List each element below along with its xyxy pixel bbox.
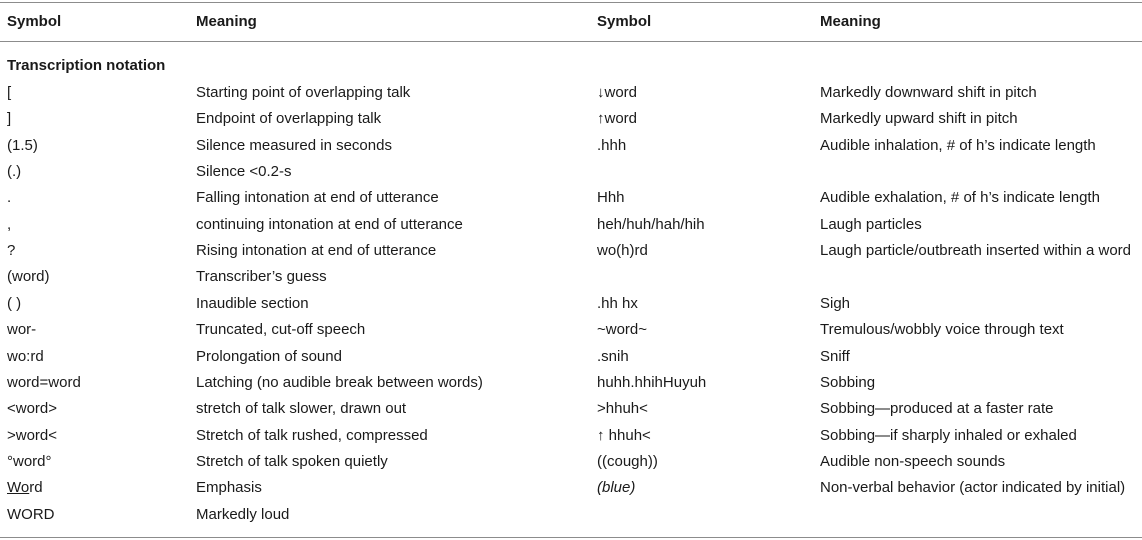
table-row: [0, 159, 1142, 185]
symbol-cell: ↑ hhuh<: [597, 426, 651, 444]
meaning-cell: Markedly loud: [196, 505, 290, 523]
table-row: [0, 423, 1142, 449]
section-title: Transcription notation: [7, 57, 166, 74]
symbol-cell: wo(h)rd: [597, 242, 648, 260]
meaning-cell: Markedly downward shift in pitch: [820, 84, 1037, 101]
symbol-cell: WORD: [7, 505, 55, 523]
meaning-cell: Transcriber’s guess: [196, 268, 327, 286]
meaning-cell: Endpoint of overlapping talk: [196, 110, 382, 128]
table-header-rule: [0, 41, 1142, 42]
symbol-cell: (word): [7, 268, 50, 286]
symbol-cell: wo:rd: [7, 347, 44, 365]
meaning-cell: Markedly upward shift in pitch: [820, 110, 1018, 128]
meaning-cell: Sigh: [820, 294, 851, 312]
table-row: [0, 133, 1142, 159]
table-row: [0, 238, 1142, 264]
symbol-cell: .hh hx: [597, 294, 638, 312]
table-row: [0, 291, 1142, 317]
symbol-cell: ↓word: [597, 84, 638, 101]
meaning-cell: Inaudible section: [196, 294, 309, 312]
table-row: [0, 449, 1142, 475]
symbol-cell: <word>: [7, 400, 58, 418]
symbol-cell: ,: [7, 215, 12, 233]
symbol-cell: >word<: [7, 426, 58, 444]
symbol-cell: .hhh: [597, 136, 627, 154]
table-row: [0, 212, 1142, 238]
symbol-cell: ( ): [7, 294, 22, 312]
meaning-cell: Starting point of overlapping talk: [196, 84, 411, 101]
meaning-cell: Audible exhalation, # of h’s indicate length: [820, 189, 1100, 207]
meaning-cell: [820, 159, 1138, 185]
symbol-cell: >hhuh<: [597, 400, 648, 418]
meaning-cell: Latching (no audible break between words): [196, 373, 483, 391]
table-row: [0, 502, 1142, 528]
meaning-cell: Laugh particle/outbreath inserted within a word: [820, 242, 1132, 260]
meaning-cell: Tremulous/wobbly voice through text: [820, 321, 1064, 339]
meaning-cell: Sobbing—produced at a faster rate: [820, 400, 1054, 418]
meaning-cell: Non-verbal behavior (actor indicated by initial): [820, 479, 1126, 497]
symbol-cell: .snih: [597, 347, 629, 365]
symbol-cell: [597, 264, 815, 290]
meaning-cell: [820, 264, 1138, 290]
table-row: [0, 264, 1142, 290]
symbol-cell: ↑word: [597, 110, 638, 128]
symbol-cell: (blue): [597, 479, 636, 497]
header-meaning-1: Meaning: [196, 13, 257, 30]
meaning-cell: Sniff: [820, 347, 850, 365]
symbol-cell: word=word: [7, 373, 81, 391]
table-top-rule: [0, 2, 1142, 3]
table-row: [0, 185, 1142, 211]
meaning-cell: Truncated, cut-off speech: [196, 321, 366, 339]
table-row: [0, 344, 1142, 370]
symbol-cell: (.): [7, 163, 22, 181]
symbol-cell: ]: [7, 110, 12, 128]
symbol-cell: wor-: [7, 321, 37, 339]
meaning-cell: Falling intonation at end of utterance: [196, 189, 439, 207]
symbol-cell: ?: [7, 242, 16, 260]
meaning-cell: Audible non-speech sounds: [820, 452, 1006, 470]
symbol-cell: Word: [7, 479, 43, 497]
symbol-cell: (1.5): [7, 136, 38, 154]
symbol-cell: [597, 502, 815, 528]
symbol-cell: heh/huh/hah/hih: [597, 215, 705, 233]
header-symbol-1: Symbol: [7, 13, 62, 30]
symbol-cell: .: [7, 189, 12, 207]
meaning-cell: Laugh particles: [820, 215, 922, 233]
symbol-cell: Hhh: [597, 189, 625, 207]
meaning-cell: continuing intonation at end of utterance: [196, 215, 463, 233]
meaning-cell: Rising intonation at end of utterance: [196, 242, 437, 260]
table-row: [0, 80, 1142, 106]
header-meaning-2: Meaning: [820, 13, 881, 30]
table-row: [0, 475, 1142, 501]
table-bottom-rule: [0, 537, 1142, 538]
table-row: [0, 370, 1142, 396]
symbol-cell: [: [7, 84, 12, 101]
meaning-cell: stretch of talk slower, drawn out: [196, 400, 407, 418]
meaning-cell: Silence <0.2-s: [196, 163, 292, 181]
table-row: [0, 317, 1142, 343]
meaning-cell: Audible inhalation, # of h’s indicate length: [820, 136, 1096, 154]
meaning-cell: Sobbing: [820, 373, 876, 391]
symbol-cell: [597, 159, 815, 185]
meaning-cell: Stretch of talk spoken quietly: [196, 452, 388, 470]
symbol-cell: ((cough)): [597, 452, 658, 470]
meaning-cell: Silence measured in seconds: [196, 136, 392, 154]
symbol-cell: °word°: [7, 452, 52, 470]
meaning-cell: [820, 502, 1138, 528]
symbol-cell: ~word~: [597, 321, 648, 339]
meaning-cell: Sobbing—if sharply inhaled or exhaled: [820, 426, 1077, 444]
header-symbol-2: Symbol: [597, 13, 652, 30]
symbol-cell: huhh.hhihHuyuh: [597, 373, 707, 391]
meaning-cell: Emphasis: [196, 479, 262, 497]
meaning-cell: Stretch of talk rushed, compressed: [196, 426, 428, 444]
meaning-cell: Prolongation of sound: [196, 347, 342, 365]
table-row: [0, 106, 1142, 132]
table-row: [0, 396, 1142, 422]
